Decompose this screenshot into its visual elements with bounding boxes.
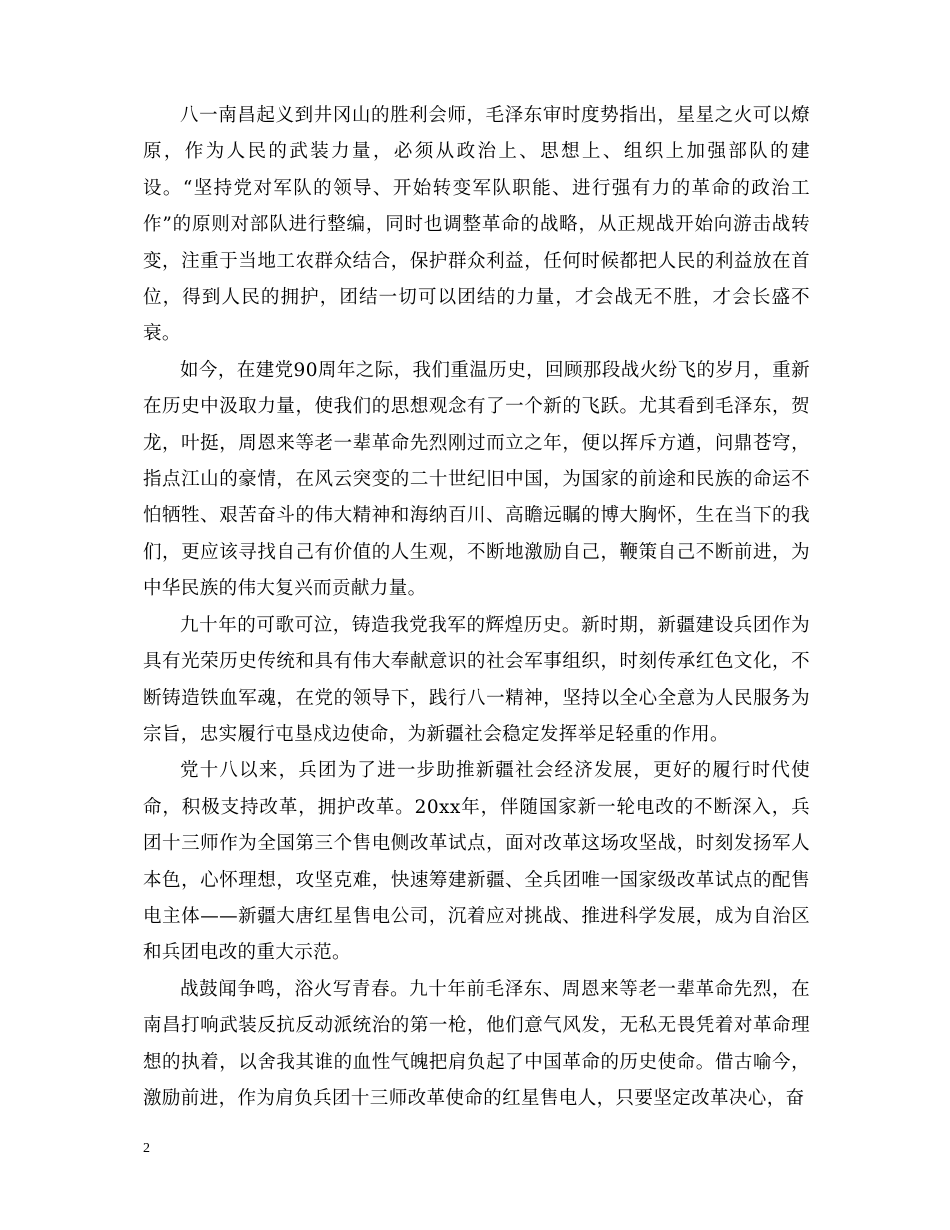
paragraph-2: 如今，在建党90周年之际，我们重温历史，回顾那段战火纷飞的岁月，重新在历史中汲取力量，使我们的思想观念有了一个新的飞跃。尤其看到毛泽东，贺龙，叶挺，周恩来等老一辈革命先烈刚过而立之年，便以挥斥方遒，问鼎苍穹，指点江山的豪情，在风云突变的二十世纪旧中国，为国家的前途和民族的命运不怕牺牲、艰苦奋斗的伟大精神和海纳百川、高瞻远瞩的博大胸怀，生在当下的我们，更应该寻找自己有价值的人生观，不断地激励自己，鞭策自己不断前进，为中华民族的伟大复兴而贡献力量。 [143,359,810,600]
paragraph-1: 八一南昌起义到井冈山的胜利会师，毛泽东审时度势指出，星星之火可以燎原，作为人民的武装力量，必须从政治上、思想上、组织上加强部队的建设。“坚持党对军队的领导、开始转变军队职能、进行强有力的革命的政治工作”的原则对部队进行整编，同时也调整革命的战略，从正规战开始向游击战转变，注重于当地工农群众结合，保护群众利益，任何时候都把人民的利益放在首位，得到人民的拥护，团结一切可以团结的力量，才会战无不胜，才会长盛不衰。 [143,105,810,345]
page-number: 2 [143,1141,150,1156]
paragraph-4: 党十八以来，兵团为了进一步助推新疆社会经济发展，更好的履行时代使命，积极支持改革，拥护改革。20xx年，伴随国家新一轮电改的不断深入，兵团十三师作为全国第三个售电侧改革试点，面对改革这场攻坚战，时刻发扬军人本色，心怀理想，攻坚克难，快速筹建新疆、全兵团唯一国家级改革试点的配售电主体——新疆大唐红星售电公司，沉着应对挑战、推进科学发展，成为自治区和兵团电改的重大示范。 [143,760,810,964]
paragraph-5: 战鼓闻争鸣，浴火写青春。九十年前毛泽东、周恩来等老一辈革命先烈，在南昌打响武装反抗反动派统治的第一枪，他们意气风发，无私无畏凭着对革命理想的执着，以舍我其谁的血性气魄把肩负起了中国革命的历史使命。借古喻今，激励前进，作为肩负兵团十三师改革使命的红星售电人，只要坚定改革决心，奋 [143,978,810,1109]
document-body [143,98,810,1117]
paragraph-3: 九十年的可歌可泣，铸造我党我军的辉煌历史。新时期，新疆建设兵团作为具有光荣历史传统和具有伟大奉献意识的社会军事组织，时刻传承红色文化，不断铸造铁血军魂，在党的领导下，践行八一精神，坚持以全心全意为人民服务为宗旨，忠实履行屯垦戍边使命，为新疆社会稳定发挥举足轻重的作用。 [143,614,810,745]
